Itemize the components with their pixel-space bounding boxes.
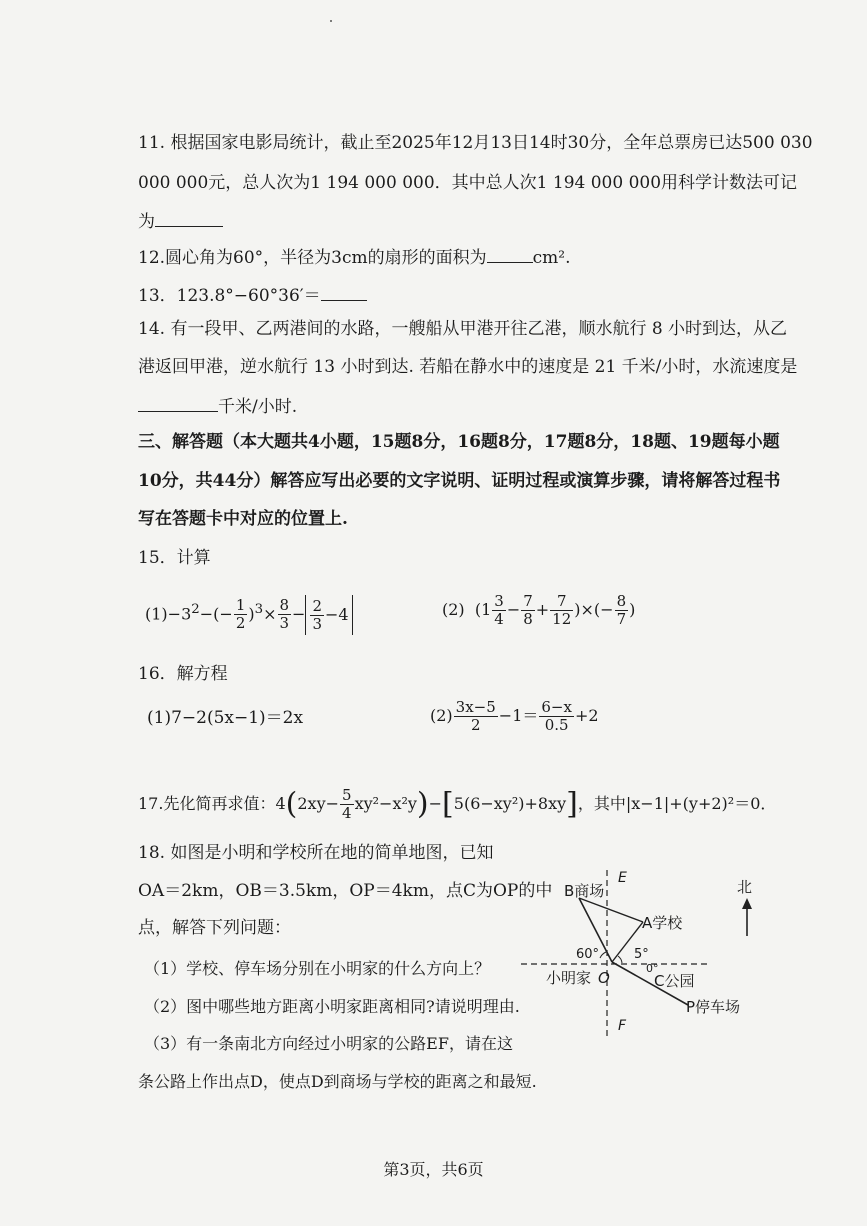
frac-num: 7 <box>523 592 533 610</box>
q18-sub3: （3）有一条南北方向经过小明家的公路EF，请在这 <box>144 1034 513 1053</box>
q15-p2-b: − <box>506 600 521 619</box>
q15-title: 15．计算 <box>138 548 211 568</box>
q16-p2-frac2 <box>539 699 574 734</box>
q15-p1-d: × <box>263 604 277 624</box>
frac-den: 3 <box>312 614 322 633</box>
q17-expr-b: 2xy− <box>297 794 340 813</box>
q15-p1-label: (1) <box>145 604 168 624</box>
section3-line2: 10分，共44分）解答应写出必要的文字说明、证明过程或演算步骤，请将解答过程书 <box>138 471 781 491</box>
section3-heading: 三、解答题 <box>138 432 223 452</box>
north-label: 北 <box>737 878 753 896</box>
q15-p2-frac1 <box>492 593 506 628</box>
frac-num: 8 <box>616 592 627 610</box>
q11-line3-text: 为 <box>138 212 155 232</box>
q16-p2-end: +2 <box>574 706 599 725</box>
frac-den: 12 <box>552 610 572 628</box>
frac-num: 8 <box>279 596 290 615</box>
map-diagram <box>516 860 761 1055</box>
q15-part1 <box>145 590 353 635</box>
answer-blank <box>487 244 533 263</box>
q16-p2-label: (2) <box>430 706 453 725</box>
q17-label: 17.先化简再求值： <box>138 794 276 813</box>
q15-p1-e: − <box>292 604 306 624</box>
q17-cond-label: ，其中 <box>577 794 626 813</box>
q15-p2-d: )×(− <box>574 600 614 619</box>
map-label-p: P停车场 <box>686 998 741 1016</box>
paren-open: ( <box>285 786 298 822</box>
q17-expr-d: − <box>428 794 443 813</box>
q16-title: 16．解方程 <box>138 664 228 684</box>
q15-p1-abs <box>305 595 352 635</box>
q17-cond: |x−1|+(y+2)²＝0． <box>625 794 777 813</box>
q18-sub3b: 条公路上作出点D，使点D到商场与学校的距离之和最短. <box>138 1072 537 1091</box>
angle-arc-left <box>600 952 606 958</box>
q12-unit: cm². <box>532 248 571 268</box>
q15-p1-c: ) <box>248 604 255 624</box>
frac-den: 4 <box>494 610 504 628</box>
q18-sub1: （1）学校、停车场分别在小明家的什么方向上？ <box>144 959 491 978</box>
answer-blank <box>321 282 367 301</box>
frac-num: 1 <box>235 596 246 615</box>
q15-p2-a: (1 <box>474 600 492 619</box>
section3-line1 <box>138 431 780 453</box>
map-label-b: B商场 <box>564 882 605 900</box>
map-label-f: F <box>618 1018 627 1034</box>
q15-p1-exp2: 3 <box>254 602 264 617</box>
q14-line3 <box>138 393 297 418</box>
q17-expr-a: 4 <box>275 794 286 813</box>
frac-num: 2 <box>312 596 322 615</box>
frac-den: 8 <box>523 610 533 628</box>
q11-line1: 11. 根据国家电影局统计，截止至2025年12月13日14时30分，全年总票房已达500 030 <box>138 133 813 153</box>
q12-text: 12.圆心角为60°，半径为3cm的扇形的面积为 <box>138 248 487 268</box>
frac-den: 7 <box>616 610 627 628</box>
q14-line1: 14. 有一段甲、乙两港间的水路，一艘船从甲港开往乙港，顺水航行 8 小时到达，从乙 <box>138 319 788 339</box>
q15-p1-abs-frac <box>310 598 324 633</box>
q16-part1: (1)7−2(5x−1)＝2x <box>147 708 304 728</box>
answer-blank <box>138 393 218 412</box>
bracket-open: [ <box>442 786 454 822</box>
frac-num: 7 <box>550 593 573 611</box>
q16-part2 <box>430 696 599 736</box>
frac-den: 2 <box>235 614 246 633</box>
q15-p1-b: −(− <box>199 604 233 624</box>
map-angle-60: 60° <box>576 947 600 962</box>
map-label-c: C公园 <box>654 972 695 990</box>
q11-line2: 000 000元，总人次为1 194 000 000．其中总人次1 194 000 000用科学计数法可记 <box>138 173 798 193</box>
scan-speck <box>330 20 332 22</box>
q17-frac <box>340 787 354 822</box>
frac-num: 6−x <box>541 698 572 716</box>
q15-p2-c: + <box>535 600 550 619</box>
q13-text: 13．123.8°−60°36′＝ <box>138 286 321 306</box>
line-ba <box>579 898 643 922</box>
q15-part2 <box>442 590 635 630</box>
q15-p2-label: (2) <box>442 600 465 619</box>
q15-p1-frac2 <box>278 597 292 632</box>
q18-line2: OA＝2km，OB＝3.5km，OP＝4km，点C为OP的中 <box>138 881 553 901</box>
q17-line <box>138 784 776 825</box>
frac-den: 3 <box>279 614 290 633</box>
q16-p2-mid: −1＝ <box>498 706 539 725</box>
q14-line3-text: 千米/小时. <box>218 397 298 417</box>
map-label-a: A学校 <box>642 914 683 932</box>
section3-line1-rest: （本大题共4小题，15题8分，16题8分，17题8分，18题、19题每小题 <box>223 432 780 452</box>
map-label-e: E <box>618 870 627 886</box>
q13-line <box>138 282 367 307</box>
frac-den: 0.5 <box>544 716 569 734</box>
bracket-close: ] <box>566 786 578 822</box>
north-arrowhead-icon <box>742 898 752 909</box>
q15-p1-frac1 <box>234 597 248 632</box>
q15-p1-a: −3 <box>167 604 192 624</box>
map-label-o: O <box>598 969 610 987</box>
q18-line3: 点，解答下列问题： <box>138 918 291 938</box>
q17-expr-e: 5(6−xy²)+8xy <box>453 794 567 813</box>
q16-p2-frac1 <box>454 699 498 734</box>
q17-expr-c: xy²−x²y <box>354 794 417 813</box>
frac-num: 3 <box>494 592 504 610</box>
frac-den: 4 <box>342 804 352 822</box>
frac-num: 5 <box>342 786 352 804</box>
map-angle-5: 5° <box>634 947 649 962</box>
section3-line3: 写在答题卡中对应的位置上. <box>138 509 348 529</box>
q15-p2-frac3 <box>550 593 573 628</box>
q14-line2: 港返回甲港，逆水航行 13 小时到达. 若船在静水中的速度是 21 千米/小时，水流速度是 <box>138 357 798 377</box>
page-footer: 第3页，共6页 <box>383 1160 484 1179</box>
frac-den: 2 <box>470 716 481 734</box>
q15-p2-frac2 <box>521 593 535 628</box>
q18-line1: 18. 如图是小明和学校所在地的简单地图，已知 <box>138 843 494 863</box>
map-angle-0: 0° <box>646 962 659 975</box>
q18-sub2: （2）图中哪些地方距离小明家距离相同?请说明理由. <box>144 997 520 1016</box>
map-label-home: 小明家 <box>546 969 592 987</box>
frac-num: 3x−5 <box>455 698 496 716</box>
q15-p2-e: ) <box>629 600 636 619</box>
paren-close: ) <box>416 786 429 822</box>
q15-p2-frac4 <box>615 593 629 628</box>
angle-arc-right <box>618 956 622 963</box>
q11-line3 <box>138 208 223 233</box>
q15-p1-exp: 2 <box>191 602 200 617</box>
answer-blank <box>155 208 223 227</box>
q15-p1-abs-rest: −4 <box>325 604 349 624</box>
q12-line <box>138 244 571 269</box>
